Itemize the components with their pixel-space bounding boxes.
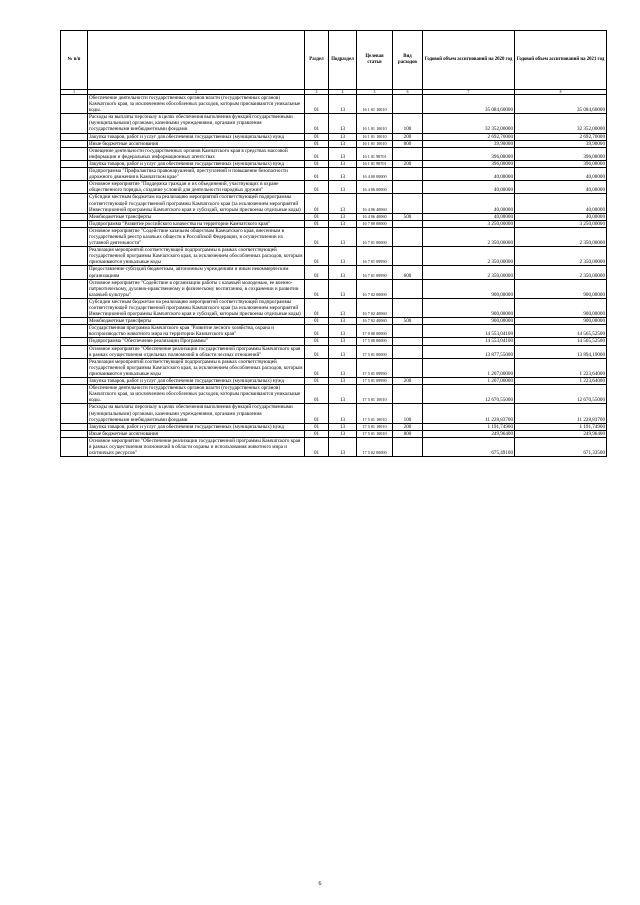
row-subsection: 13 xyxy=(329,247,357,266)
row-index xyxy=(61,168,88,181)
row-expense-type xyxy=(393,338,423,345)
row-expense-type: 200 xyxy=(393,160,423,167)
row-expense-type: 800 xyxy=(393,430,423,437)
table-row xyxy=(61,318,607,325)
row-subsection: 13 xyxy=(329,147,357,160)
row-subsection: 13 xyxy=(329,338,357,345)
row-amount-2020: 3 250,00000 xyxy=(423,220,515,227)
row-expense-type xyxy=(393,147,423,160)
row-amount-2021: 900,00000 xyxy=(515,318,607,325)
row-name: Подпрограмма "Профилактика правонарушений, преступлений и повышение безопасности дорожного движения в Камчатском крае" xyxy=(88,168,305,181)
row-subsection: 13 xyxy=(329,181,357,194)
row-amount-2021: 14 565,52500 xyxy=(515,325,607,338)
row-section: 01 xyxy=(305,133,329,140)
row-expense-type: 100 xyxy=(393,404,423,423)
row-target-article: 17 0 00 00000 xyxy=(357,325,393,338)
row-amount-2020: 40,00000 xyxy=(423,194,515,213)
row-name: Реализация мероприятий соответствующей подпрограммы в рамках соответствующей государственной программы Камчатского края, за исключением обособленных расходов, которым присваиваются уникальные коды xyxy=(88,358,305,377)
row-target-article: 16 1 01 10010 xyxy=(357,133,393,140)
table-body xyxy=(61,95,607,457)
row-name: Предоставление субсидий бюджетным, автономным учреждениям и иным некоммерческим организациям xyxy=(88,266,305,279)
row-amount-2020: 11 228,83700 xyxy=(423,404,515,423)
row-expense-type xyxy=(393,168,423,181)
table-row xyxy=(61,345,607,358)
row-target-article: 17 5 01 10010 xyxy=(357,404,393,423)
column-number: 1 xyxy=(61,90,88,95)
header-year-2021: Годовой объем ассигнований на 2021 год xyxy=(515,31,607,90)
row-target-article: 16 4 00 00000 xyxy=(357,168,393,181)
row-name: Субсидии местным бюджетам на реализацию мероприятий соответствующей подпрограммы соответствующей государственной программы Камчатского края (за исключением мероприятий Инвестиционной программы Камчатского края и субсидий, которым присвоены отдельные коды) xyxy=(88,298,305,317)
row-section: 01 xyxy=(305,325,329,338)
row-target-article: 16 1 01 10010 xyxy=(357,95,393,114)
row-target-article: 16 7 02 40060 xyxy=(357,298,393,317)
row-subsection: 13 xyxy=(329,279,357,298)
row-section: 01 xyxy=(305,430,329,437)
row-name: Расходы на выплаты персоналу в целях обеспечения выполнения функций государственными (муниципальными) органами, казенными учреждениями, органами управления государственными внебюджетными фондами xyxy=(88,114,305,133)
row-name: Расходы на выплаты персоналу в целях обеспечения выполнения функций государственными (муниципальными) органами, казенными учреждениями, органами управления государственными внебюджетными фондами xyxy=(88,404,305,423)
row-index xyxy=(61,385,88,404)
row-index xyxy=(61,133,88,140)
row-amount-2021: 40,00000 xyxy=(515,194,607,213)
table-header-row xyxy=(61,31,607,90)
row-amount-2021: 1 191,74900 xyxy=(515,423,607,430)
row-amount-2020: 40,00000 xyxy=(423,181,515,194)
table-row xyxy=(61,247,607,266)
row-amount-2021: 14 565,52500 xyxy=(515,338,607,345)
table-row xyxy=(61,404,607,423)
row-index xyxy=(61,266,88,279)
row-amount-2021: 3 250,00000 xyxy=(515,220,607,227)
row-section: 01 xyxy=(305,168,329,181)
row-amount-2020: 2 692,70000 xyxy=(423,133,515,140)
row-index xyxy=(61,181,88,194)
header-subsection: Подраздел xyxy=(329,31,357,90)
row-amount-2021: 2 350,00000 xyxy=(515,266,607,279)
table-row xyxy=(61,168,607,181)
row-expense-type: 800 xyxy=(393,140,423,147)
row-name: Обеспечение деятельности государственных органов власти (государственных органов) Камчатского края, за исключением обособленных расходов, которым присваиваются уникальные коды. xyxy=(88,385,305,404)
column-number: 6 xyxy=(393,90,423,95)
row-name: Межбюджетные трансферты xyxy=(88,213,305,220)
row-name: Основное мероприятие "Содействие в организации работы с казачьей молодежью, ее военно-патриотическому, духовно-нравственному и физическому воспитанию, в сохранении и развитии казачьей культуры" xyxy=(88,279,305,298)
row-section: 01 xyxy=(305,140,329,147)
row-subsection: 13 xyxy=(329,194,357,213)
row-index xyxy=(61,430,88,437)
row-amount-2020: 1 207,00000 xyxy=(423,378,515,385)
row-index xyxy=(61,423,88,430)
column-number: 8 xyxy=(515,90,607,95)
row-name: Подпрограмма "Развитие российского казачества на территории Камчатского края" xyxy=(88,220,305,227)
row-amount-2020: 12 670,55000 xyxy=(423,385,515,404)
row-subsection: 13 xyxy=(329,404,357,423)
row-amount-2021: 396,00000 xyxy=(515,147,607,160)
row-subsection: 13 xyxy=(329,423,357,430)
row-index xyxy=(61,220,88,227)
row-index xyxy=(61,404,88,423)
row-amount-2021: 2 350,00000 xyxy=(515,247,607,266)
row-name: Межбюджетные трансферты xyxy=(88,318,305,325)
row-expense-type xyxy=(393,298,423,317)
table-row xyxy=(61,114,607,133)
row-target-article: 16 7 02 00000 xyxy=(357,279,393,298)
row-section: 01 xyxy=(305,423,329,430)
row-section: 01 xyxy=(305,220,329,227)
budget-table xyxy=(60,30,607,457)
row-expense-type xyxy=(393,247,423,266)
row-target-article: 16 4 06 00000 xyxy=(357,181,393,194)
column-number: 7 xyxy=(423,90,515,95)
row-target-article: 17 5 00 00000 xyxy=(357,338,393,345)
table-row xyxy=(61,95,607,114)
row-target-article: 17 5 02 00000 xyxy=(357,437,393,456)
row-subsection: 13 xyxy=(329,430,357,437)
header-name xyxy=(88,31,305,90)
row-amount-2021: 39,90000 xyxy=(515,140,607,147)
row-amount-2021: 32 352,00000 xyxy=(515,114,607,133)
table-row xyxy=(61,181,607,194)
row-index xyxy=(61,114,88,133)
table-row xyxy=(61,266,607,279)
row-expense-type xyxy=(393,358,423,377)
row-amount-2020: 32 352,00000 xyxy=(423,114,515,133)
row-target-article: 16 7 02 40060 xyxy=(357,318,393,325)
row-subsection: 13 xyxy=(329,378,357,385)
row-section: 01 xyxy=(305,181,329,194)
row-expense-type xyxy=(393,437,423,456)
row-expense-type xyxy=(393,385,423,404)
row-target-article: 16 7 00 00000 xyxy=(357,220,393,227)
row-index xyxy=(61,160,88,167)
row-section: 01 xyxy=(305,160,329,167)
row-subsection: 13 xyxy=(329,133,357,140)
row-name: Иные бюджетные ассигнования xyxy=(88,140,305,147)
row-subsection: 13 xyxy=(329,213,357,220)
row-target-article: 17 5 01 09990 xyxy=(357,378,393,385)
row-expense-type: 500 xyxy=(393,318,423,325)
row-expense-type xyxy=(393,227,423,246)
row-subsection: 13 xyxy=(329,437,357,456)
row-amount-2021: 12 670,55000 xyxy=(515,385,607,404)
column-number: 5 xyxy=(357,90,393,95)
row-target-article: 17 5 01 10010 xyxy=(357,423,393,430)
row-target-article: 17 5 01 00000 xyxy=(357,345,393,358)
row-target-article: 16 4 06 40060 xyxy=(357,213,393,220)
row-name: Реализация мероприятий соответствующей подпрограммы в рамках соответствующей государственной программы Камчатского края, за исключением обособленных расходов, которым присваиваются уникальные коды xyxy=(88,247,305,266)
row-section: 01 xyxy=(305,95,329,114)
row-amount-2021: 249,96400 xyxy=(515,430,607,437)
row-name: Основное мероприятие "Содействие казачьим обществам Камчатского края, внесенным в государственный реестр казачьих обществ в Российской Федерации, в осуществлении их уставной деятельности" xyxy=(88,227,305,246)
row-amount-2021: 2 692,70000 xyxy=(515,133,607,140)
row-expense-type: 200 xyxy=(393,133,423,140)
row-amount-2020: 396,00000 xyxy=(423,160,515,167)
row-amount-2020: 39,90000 xyxy=(423,140,515,147)
row-expense-type: 200 xyxy=(393,423,423,430)
row-name: Закупка товаров, работ и услуг для обеспечения государственных (муниципальных) нужд xyxy=(88,378,305,385)
row-section: 01 xyxy=(305,437,329,456)
table-row xyxy=(61,220,607,227)
row-amount-2020: 900,00000 xyxy=(423,318,515,325)
row-amount-2020: 40,00000 xyxy=(423,168,515,181)
row-amount-2021: 900,00000 xyxy=(515,279,607,298)
column-number: 2 xyxy=(88,90,305,95)
row-section: 01 xyxy=(305,404,329,423)
row-subsection: 13 xyxy=(329,227,357,246)
row-subsection: 13 xyxy=(329,266,357,279)
row-target-article: 16 4 06 40060 xyxy=(357,194,393,213)
row-subsection: 13 xyxy=(329,325,357,338)
row-target-article: 17 5 01 10010 xyxy=(357,385,393,404)
row-index xyxy=(61,227,88,246)
table-row xyxy=(61,227,607,246)
row-index xyxy=(61,318,88,325)
row-amount-2021: 1 223,64000 xyxy=(515,378,607,385)
row-subsection: 13 xyxy=(329,298,357,317)
row-section: 01 xyxy=(305,385,329,404)
row-amount-2020: 1 191,74900 xyxy=(423,423,515,430)
row-target-article: 17 5 01 09990 xyxy=(357,358,393,377)
row-amount-2021: 1 223,64000 xyxy=(515,358,607,377)
table-row xyxy=(61,213,607,220)
row-amount-2020: 2 350,00000 xyxy=(423,266,515,279)
row-name: Основное мероприятие "Обеспечение реализации государственной программы Камчатского края в рамках осуществления полномочий в области охраны и использования животного мира и охотничьих ресурсов" xyxy=(88,437,305,456)
row-section: 01 xyxy=(305,266,329,279)
row-target-article: 16 1 01 10010 xyxy=(357,114,393,133)
row-section: 01 xyxy=(305,358,329,377)
row-amount-2021: 900,00000 xyxy=(515,298,607,317)
row-subsection: 13 xyxy=(329,95,357,114)
table-row xyxy=(61,385,607,404)
row-section: 01 xyxy=(305,345,329,358)
row-amount-2020: 900,00000 xyxy=(423,298,515,317)
row-expense-type: 100 xyxy=(393,114,423,133)
table-row xyxy=(61,423,607,430)
row-amount-2020: 14 553,04100 xyxy=(423,325,515,338)
header-section: Раздел xyxy=(305,31,329,90)
page-number: 6 xyxy=(318,881,322,887)
row-amount-2020: 396,00000 xyxy=(423,147,515,160)
row-index xyxy=(61,194,88,213)
row-index xyxy=(61,437,88,456)
row-name: Иные бюджетные ассигнования xyxy=(88,430,305,437)
row-expense-type: 600 xyxy=(393,266,423,279)
row-amount-2021: 396,00000 xyxy=(515,160,607,167)
row-amount-2021: 13 894,19000 xyxy=(515,345,607,358)
row-section: 01 xyxy=(305,194,329,213)
row-expense-type: 500 xyxy=(393,213,423,220)
row-subsection: 13 xyxy=(329,345,357,358)
table-row xyxy=(61,147,607,160)
row-expense-type xyxy=(393,345,423,358)
row-name: Подпрограмма "Обеспечение реализации Программы" xyxy=(88,338,305,345)
row-target-article: 17 5 01 10010 xyxy=(357,430,393,437)
row-section: 01 xyxy=(305,378,329,385)
row-expense-type xyxy=(393,95,423,114)
row-index xyxy=(61,358,88,377)
row-amount-2020: 675,49100 xyxy=(423,437,515,456)
header-target-article: Целевая статья xyxy=(357,31,393,90)
row-amount-2020: 14 553,04100 xyxy=(423,338,515,345)
row-target-article: 16 7 01 00000 xyxy=(357,227,393,246)
header-index: № п/п xyxy=(61,31,88,90)
row-name: Государственная программа Камчатского края "Развитие лесного хозяйства, охрана и воспроизводство животного мира на территории Камчатского края" xyxy=(88,325,305,338)
row-name: Закупка товаров, работ и услуг для обеспечения государственных (муниципальных) нужд xyxy=(88,160,305,167)
row-section: 01 xyxy=(305,338,329,345)
row-section: 01 xyxy=(305,279,329,298)
row-amount-2020: 2 350,00000 xyxy=(423,227,515,246)
row-expense-type xyxy=(393,181,423,194)
row-name: Основное мероприятие "Обеспечение реализации государственной программы Камчатского края в рамках осуществления отдельных полномочий в области лесных отношений" xyxy=(88,345,305,358)
row-amount-2020: 35 084,60000 xyxy=(423,95,515,114)
row-expense-type: 200 xyxy=(393,378,423,385)
row-expense-type xyxy=(393,325,423,338)
row-section: 01 xyxy=(305,114,329,133)
row-index xyxy=(61,140,88,147)
row-subsection: 13 xyxy=(329,168,357,181)
table-row xyxy=(61,279,607,298)
row-amount-2021: 40,00000 xyxy=(515,181,607,194)
row-index xyxy=(61,325,88,338)
table-row xyxy=(61,298,607,317)
row-index xyxy=(61,95,88,114)
row-target-article: 16 7 01 09990 xyxy=(357,247,393,266)
row-section: 01 xyxy=(305,298,329,317)
row-subsection: 13 xyxy=(329,385,357,404)
row-amount-2021: 11 228,83700 xyxy=(515,404,607,423)
row-amount-2020: 40,00000 xyxy=(423,213,515,220)
row-name: Закупка товаров, работ и услуг для обеспечения государственных (муниципальных) нужд xyxy=(88,133,305,140)
row-name: Обеспечение деятельности государственных органов власти (государственных органов) Камчатского края, за исключением обособленных расходов, которым присваиваются уникальные коды. xyxy=(88,95,305,114)
table-row xyxy=(61,338,607,345)
row-amount-2020: 13 877,55000 xyxy=(423,345,515,358)
row-amount-2020: 2 350,00000 xyxy=(423,247,515,266)
row-section: 01 xyxy=(305,227,329,246)
row-name: Закупка товаров, работ и услуг для обеспечения государственных (муниципальных) нужд xyxy=(88,423,305,430)
row-section: 01 xyxy=(305,247,329,266)
row-subsection: 13 xyxy=(329,114,357,133)
row-amount-2020: 900,00000 xyxy=(423,279,515,298)
row-target-article: 16 1 01 10010 xyxy=(357,140,393,147)
table-row xyxy=(61,325,607,338)
column-number: 3 xyxy=(305,90,329,95)
table-row xyxy=(61,378,607,385)
row-index xyxy=(61,345,88,358)
row-subsection: 13 xyxy=(329,140,357,147)
row-index xyxy=(61,279,88,298)
row-index xyxy=(61,247,88,266)
row-index xyxy=(61,213,88,220)
table-row xyxy=(61,160,607,167)
table-row xyxy=(61,194,607,213)
row-index xyxy=(61,147,88,160)
row-target-article: 16 1 01 98701 xyxy=(357,160,393,167)
row-index xyxy=(61,298,88,317)
row-amount-2021: 40,00000 xyxy=(515,213,607,220)
header-expense-type: Вид расходов xyxy=(393,31,423,90)
row-index xyxy=(61,378,88,385)
row-expense-type xyxy=(393,279,423,298)
row-target-article: 16 7 01 09990 xyxy=(357,266,393,279)
row-amount-2021: 2 350,00000 xyxy=(515,227,607,246)
row-name: Основное мероприятие "Поддержка граждан и их объединений, участвующих в охране общественного порядка, создание условий для деятельности народных дружин" xyxy=(88,181,305,194)
row-subsection: 13 xyxy=(329,358,357,377)
row-index xyxy=(61,338,88,345)
row-subsection: 13 xyxy=(329,220,357,227)
row-target-article: 16 1 01 98701 xyxy=(357,147,393,160)
table-row xyxy=(61,358,607,377)
row-name: Субсидии местным бюджетам на реализацию мероприятий соответствующей подпрограммы соответствующей государственной программы Камчатского края (за исключением мероприятий Инвестиционной программы Камчатского края и субсидий, которым присвоены отдельные коды) xyxy=(88,194,305,213)
table-row xyxy=(61,133,607,140)
budget-table-sheet xyxy=(60,30,606,457)
row-section: 01 xyxy=(305,318,329,325)
table-row xyxy=(61,437,607,456)
row-subsection: 13 xyxy=(329,318,357,325)
row-amount-2020: 249,96400 xyxy=(423,430,515,437)
row-expense-type xyxy=(393,194,423,213)
row-amount-2021: 671,33500 xyxy=(515,437,607,456)
table-row xyxy=(61,430,607,437)
row-expense-type xyxy=(393,220,423,227)
row-section: 01 xyxy=(305,213,329,220)
row-amount-2021: 40,00000 xyxy=(515,168,607,181)
header-year-2020: Годовой объем ассигнований на 2020 год xyxy=(423,31,515,90)
row-amount-2020: 1 207,00000 xyxy=(423,358,515,377)
row-name: Освещение деятельности государственных органов Камчатского края в средствах массовой информации и федеральных информационных агентствах xyxy=(88,147,305,160)
row-subsection: 13 xyxy=(329,160,357,167)
table-row xyxy=(61,140,607,147)
column-number: 4 xyxy=(329,90,357,95)
row-section: 01 xyxy=(305,147,329,160)
row-amount-2021: 35 084,60000 xyxy=(515,95,607,114)
